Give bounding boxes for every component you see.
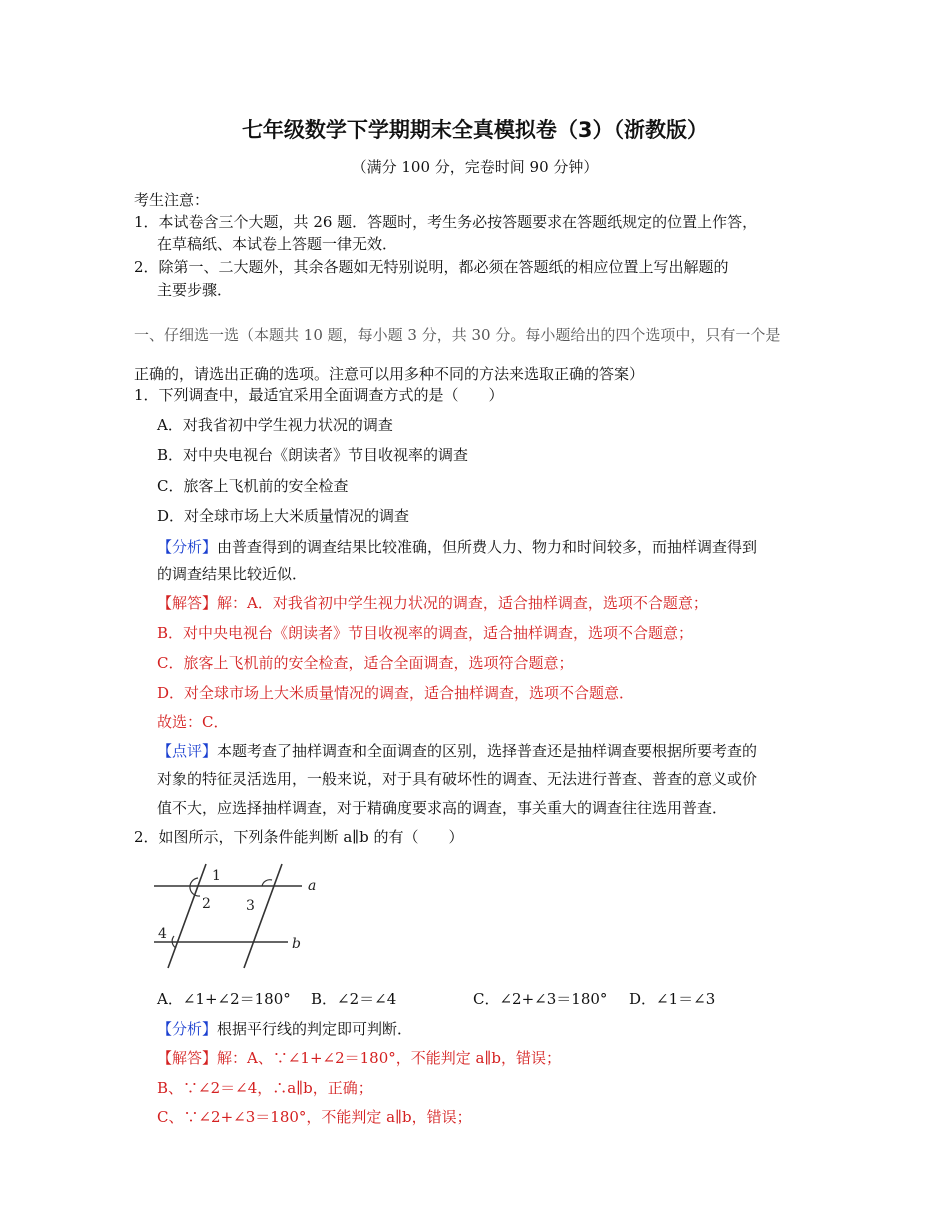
q2-analysis-text: 根据平行线的判定即可判断． <box>217 1020 413 1038</box>
q1-answer-choice: 故选：C． <box>157 713 229 731</box>
q2-analysis-tag: 【分析】 <box>157 1020 218 1038</box>
page-subtitle: （满分 100 分，完卷时间 90 分钟） <box>351 158 599 176</box>
transversal-left <box>168 864 206 968</box>
q1-comment-text: 本题考查了抽样调查和全面调查的区别，选择普查还是抽样调查要根据所要考查的 <box>217 742 758 760</box>
q1-option-a: A．对我省初中学生视力状况的调查 <box>157 416 393 434</box>
q2-answer-tag: 【解答】 <box>157 1049 218 1067</box>
transversal-right <box>244 864 282 968</box>
q1-comment-line-2: 对象的特征灵活选用，一般来说，对于具有破坏性的调查、无法进行普查、普查的意义或价 <box>157 770 758 788</box>
label-angle-1: 1 <box>212 868 221 884</box>
label-line-a: a <box>308 878 317 894</box>
q1-answer-text: 解：A．对我省初中学生视力状况的调查，适合抽样调查，选项不合题意； <box>217 594 708 612</box>
section-1-instruction-line-1: 一、仔细选一选（本题共 10 题，每小题 3 分，共 30 分。每小题给出的四个选项中，只有一个是 <box>134 326 781 344</box>
q1-comment-tag: 【点评】 <box>157 742 218 760</box>
q2-stem: 2．如图所示，下列条件能判断 a∥b 的有（ ） <box>134 828 464 846</box>
q2-option-c: C．∠2+∠3＝180° <box>473 990 608 1008</box>
q2-option-b: B．∠2＝∠4 <box>311 990 397 1008</box>
q1-option-c: C．旅客上飞机前的安全检查 <box>157 477 349 495</box>
notice-item-1-line-1: 1．本试卷含三个大题，共 26 题．答题时，考生务必按答题要求在答题纸规定的位置上作答， <box>134 213 758 231</box>
label-line-b: b <box>292 936 301 952</box>
q1-analysis <box>157 536 757 557</box>
notice-item-2-line-2: 主要步骤． <box>157 281 233 299</box>
q2-analysis <box>157 1018 412 1039</box>
q2-option-d: D．∠1＝∠3 <box>629 990 716 1008</box>
q1-option-b: B．对中央电视台《朗读者》节目收视率的调查 <box>157 446 469 464</box>
q2-answer-line-3: C、∵∠2+∠3＝180°，不能判定 a∥b，错误； <box>157 1108 472 1126</box>
angle-arc-3 <box>262 880 272 886</box>
q1-answer-tag: 【解答】 <box>157 594 218 612</box>
q1-stem: 1．下列调查中，最适宜采用全面调查方式的是（ ） <box>134 386 504 404</box>
q2-parallel-lines-figure <box>150 858 330 976</box>
q1-answer-line-4: D．对全球市场上大米质量情况的调查，适合抽样调查，选项不合题意． <box>157 684 635 702</box>
q1-analysis-text: 由普查得到的调查结果比较准确，但所费人力、物力和时间较多，而抽样调查得到 <box>217 538 758 556</box>
q1-option-d: D．对全球市场上大米质量情况的调查 <box>157 507 410 525</box>
label-angle-3: 3 <box>246 898 255 914</box>
section-1-instruction-line-2: 正确的，请选出正确的选项。注意可以用多种不同的方法来选取正确的答案） <box>134 365 645 383</box>
q1-analysis-line-2: 的调查结果比较近似． <box>157 565 308 583</box>
label-angle-4: 4 <box>158 926 167 942</box>
label-angle-2: 2 <box>202 896 211 912</box>
q2-option-a: A．∠1+∠2＝180° <box>157 990 291 1008</box>
q1-analysis-tag: 【分析】 <box>157 538 218 556</box>
q1-answer-line-3: C．旅客上飞机前的安全检查，适合全面调查，选项符合题意； <box>157 654 574 672</box>
notice-item-2-line-1: 2．除第一、二大题外，其余各题如无特别说明，都必须在答题纸的相应位置上写出解题的 <box>134 258 729 276</box>
q2-answer <box>157 1047 561 1068</box>
q1-answer-line-2: B．对中央电视台《朗读者》节目收视率的调查，适合抽样调查，选项不合题意； <box>157 624 694 642</box>
q2-answer-line-2: B、∵∠2＝∠4，∴a∥b，正确； <box>157 1079 373 1097</box>
notice-heading: 考生注意： <box>134 191 210 209</box>
q1-comment <box>157 740 757 761</box>
notice-item-1-line-2: 在草稿纸、本试卷上答题一律无效． <box>157 235 398 253</box>
q2-answer-text: 解：A、∵∠1+∠2＝180°，不能判定 a∥b，错误； <box>217 1049 562 1067</box>
q1-comment-line-3: 值不大，应选择抽样调查，对于精确度要求高的调查，事关重大的调查往往选用普查． <box>157 799 728 817</box>
q1-answer <box>157 592 708 613</box>
page-title: 七年级数学下学期期末全真模拟卷（3）（浙教版） <box>241 118 709 142</box>
